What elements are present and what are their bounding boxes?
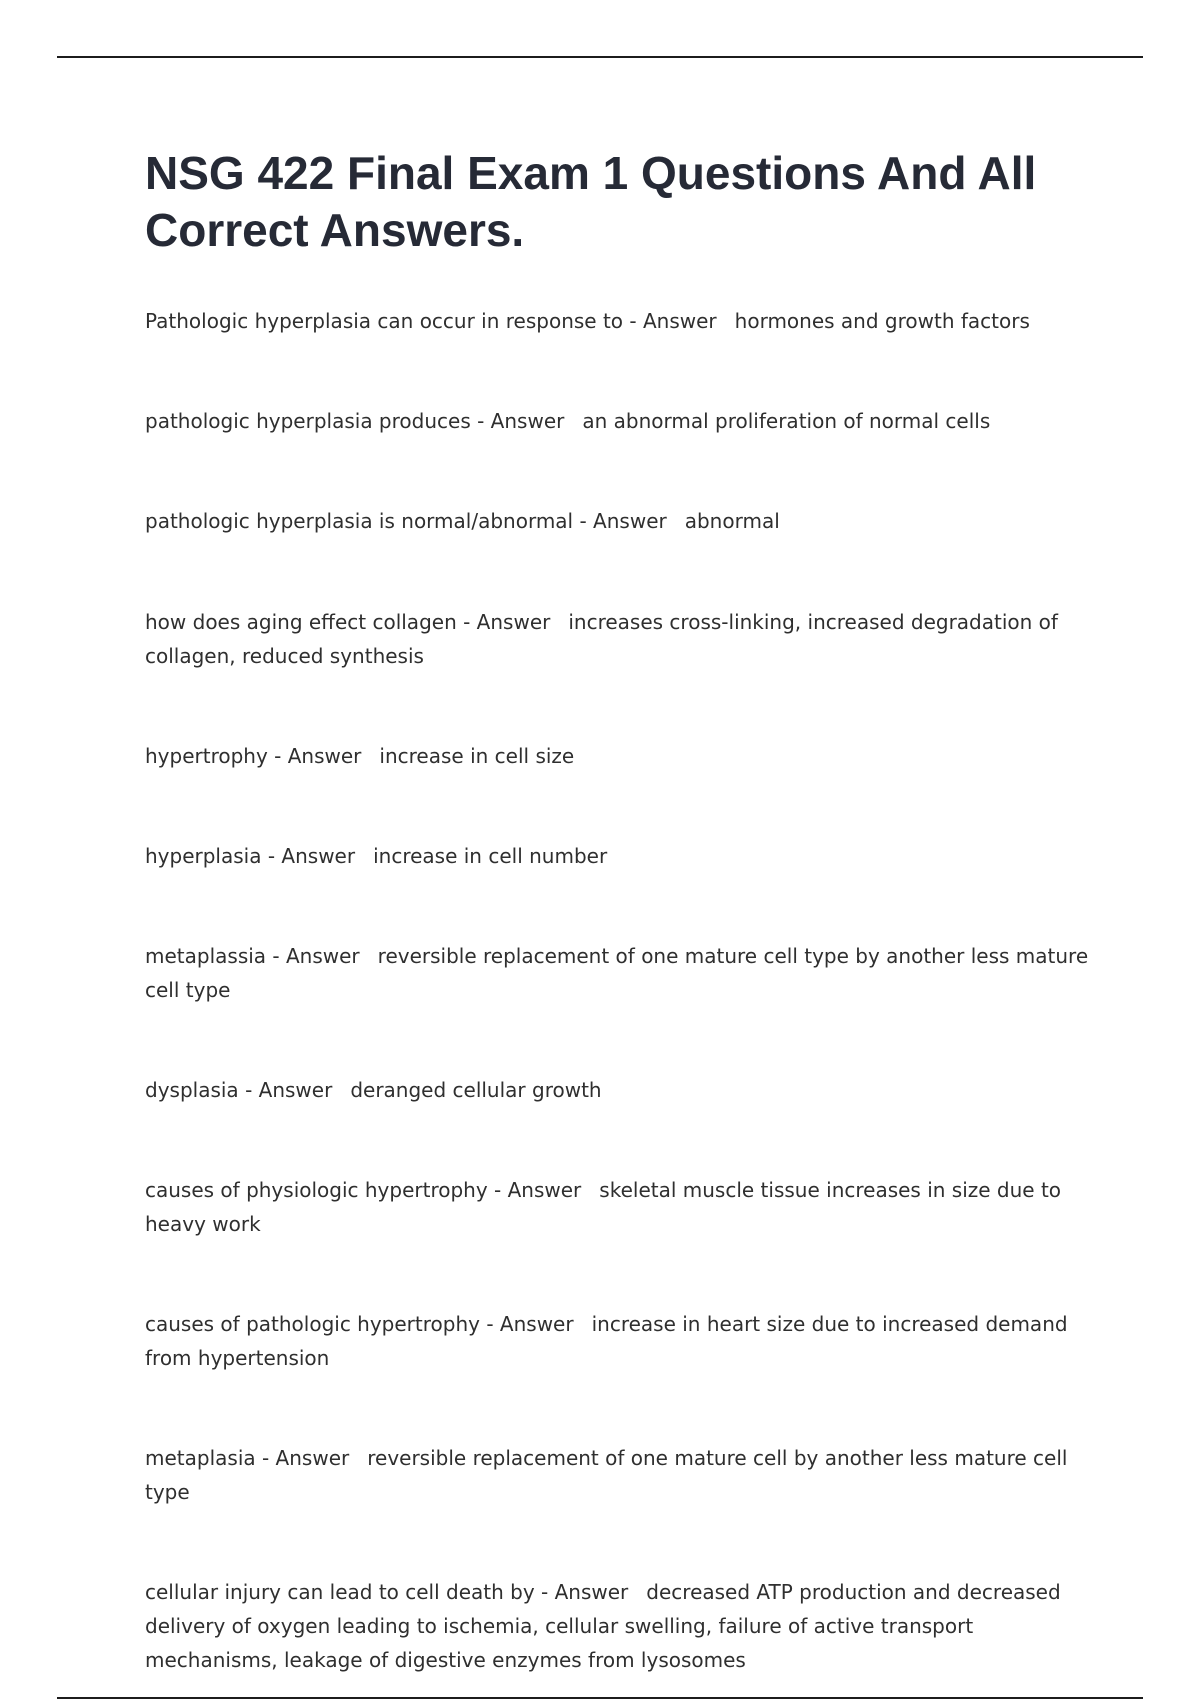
answer-label: - Answer <box>267 844 356 868</box>
question-text: causes of pathologic hypertrophy <box>145 1312 480 1336</box>
answer-label: - Answer <box>486 1312 574 1336</box>
qa-item <box>145 739 1105 773</box>
answer-text: reversible replacement of one mature cell by another less mature cell type <box>145 1446 1068 1504</box>
answer-label: - Answer <box>629 309 717 333</box>
answer-text: increase in cell size <box>379 744 575 768</box>
answer-label: - Answer <box>463 610 551 634</box>
question-text: Pathologic hyperplasia can occur in response to <box>145 309 624 333</box>
qa-item <box>145 839 1105 873</box>
question-text: dysplasia <box>145 1078 239 1102</box>
answer-label: - Answer <box>261 1446 350 1470</box>
qa-item <box>145 1173 1105 1241</box>
qa-item <box>145 504 1105 538</box>
answer-text: increase in heart size due to increased demand from hypertension <box>145 1312 1068 1370</box>
question-text: how does aging effect collagen <box>145 610 457 634</box>
answer-label: - Answer <box>245 1078 333 1102</box>
qa-item <box>145 1307 1105 1375</box>
answer-text: an abnormal proliferation of normal cells <box>582 409 991 433</box>
answer-text: skeletal muscle tissue increases in size due to heavy work <box>145 1178 1062 1236</box>
qa-item <box>145 404 1105 438</box>
document-title: NSG 422 Final Exam 1 Questions And All Correct Answers. <box>145 147 1037 256</box>
question-text: hyperplasia <box>145 844 262 868</box>
question-text: hypertrophy <box>145 744 268 768</box>
answer-label: - Answer <box>494 1178 582 1202</box>
answer-text: abnormal <box>684 509 780 533</box>
answer-label: - Answer <box>477 409 565 433</box>
answer-label: - Answer <box>272 944 360 968</box>
answer-text: deranged cellular growth <box>350 1078 602 1102</box>
answer-label: - Answer <box>541 1580 629 1604</box>
question-text: metaplassia <box>145 944 267 968</box>
question-text: metaplasia <box>145 1446 256 1470</box>
top-rule <box>57 56 1143 58</box>
answer-text: decreased ATP production and decreased delivery of oxygen leading to ischemia, cellular swelling, failure of active transport mechanisms, leakage of digestive enzymes from lysosomes <box>145 1580 1061 1672</box>
qa-item <box>145 1575 1105 1677</box>
answer-text: reversible replacement of one mature cell type by another less mature cell type <box>145 944 1089 1002</box>
answer-text: increase in cell number <box>373 844 608 868</box>
answer-text: hormones and growth factors <box>734 309 1030 333</box>
qa-item <box>145 1073 1105 1107</box>
question-text: cellular injury can lead to cell death by <box>145 1580 535 1604</box>
question-text: pathologic hyperplasia produces <box>145 409 471 433</box>
question-text: causes of physiologic hypertrophy <box>145 1178 488 1202</box>
answer-label: - Answer <box>579 509 667 533</box>
qa-item <box>145 939 1105 1007</box>
answer-text: increases cross-linking, increased degradation of collagen, reduced synthesis <box>145 610 1058 668</box>
qa-item <box>145 1441 1105 1509</box>
qa-item <box>145 605 1105 673</box>
question-text: pathologic hyperplasia is normal/abnormal <box>145 509 574 533</box>
answer-label: - Answer <box>274 744 362 768</box>
qa-item <box>145 304 1105 338</box>
bottom-rule <box>57 1697 1143 1699</box>
